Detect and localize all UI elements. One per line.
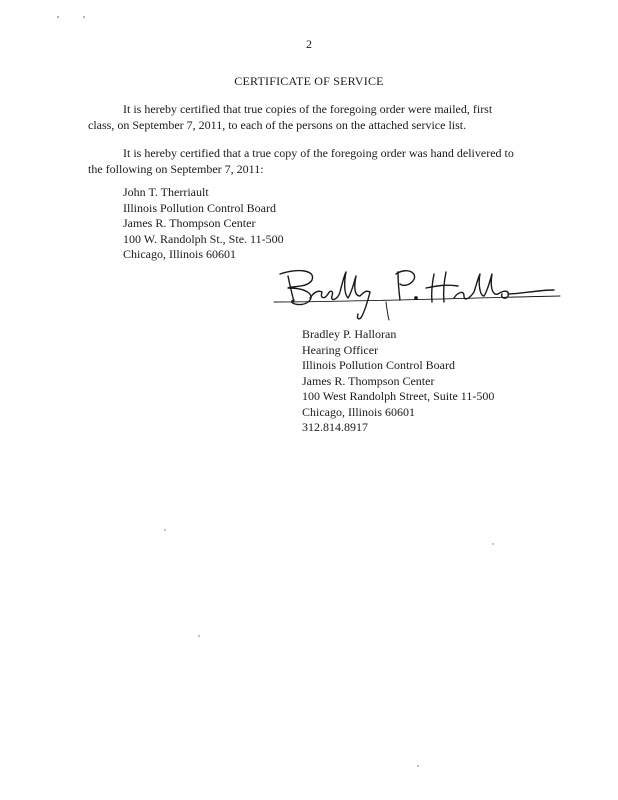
sender-title: Hearing Officer [302, 342, 379, 357]
sender-phone: 312.814.8917 [302, 420, 368, 434]
recipient-address [123, 184, 284, 262]
sender-org: Illinois Pollution Control Board [302, 358, 456, 372]
page-number: 2 [306, 37, 312, 51]
sender-name: Bradley P. Halloran [302, 327, 397, 341]
hand-delivery-paragraph [88, 145, 528, 177]
mail-certification-paragraph [88, 101, 528, 133]
recipient-city: Chicago, Illinois 60601 [123, 247, 236, 261]
recipient-building: James R. Thompson Center [123, 216, 256, 230]
paragraph-line: It is hereby certified that a true copy of the foregoing order was hand delivered to [123, 146, 514, 160]
sender-city: Chicago, Illinois 60601 [302, 404, 415, 419]
paragraph-line: It is hereby certified that true copies of the foregoing order were mailed, first [123, 102, 493, 116]
handwritten-signature [268, 262, 568, 322]
page-title: CERTIFICATE OF SERVICE [234, 74, 384, 88]
sender-building: James R. Thompson Center [302, 373, 435, 388]
recipient-org: Illinois Pollution Control Board [123, 200, 277, 215]
paragraph-line: the following on September 7, 2011: [88, 162, 264, 176]
paragraph-line: class, on September 7, 2011, to each of the persons on the attached service list. [88, 118, 467, 132]
recipient-name: John T. Therriault [123, 185, 209, 199]
recipient-street: 100 W. Randolph St., Ste. 11-500 [123, 231, 284, 246]
sender-signature-block [302, 326, 494, 435]
sender-street: 100 West Randolph Street, Suite 11-500 [302, 389, 495, 403]
